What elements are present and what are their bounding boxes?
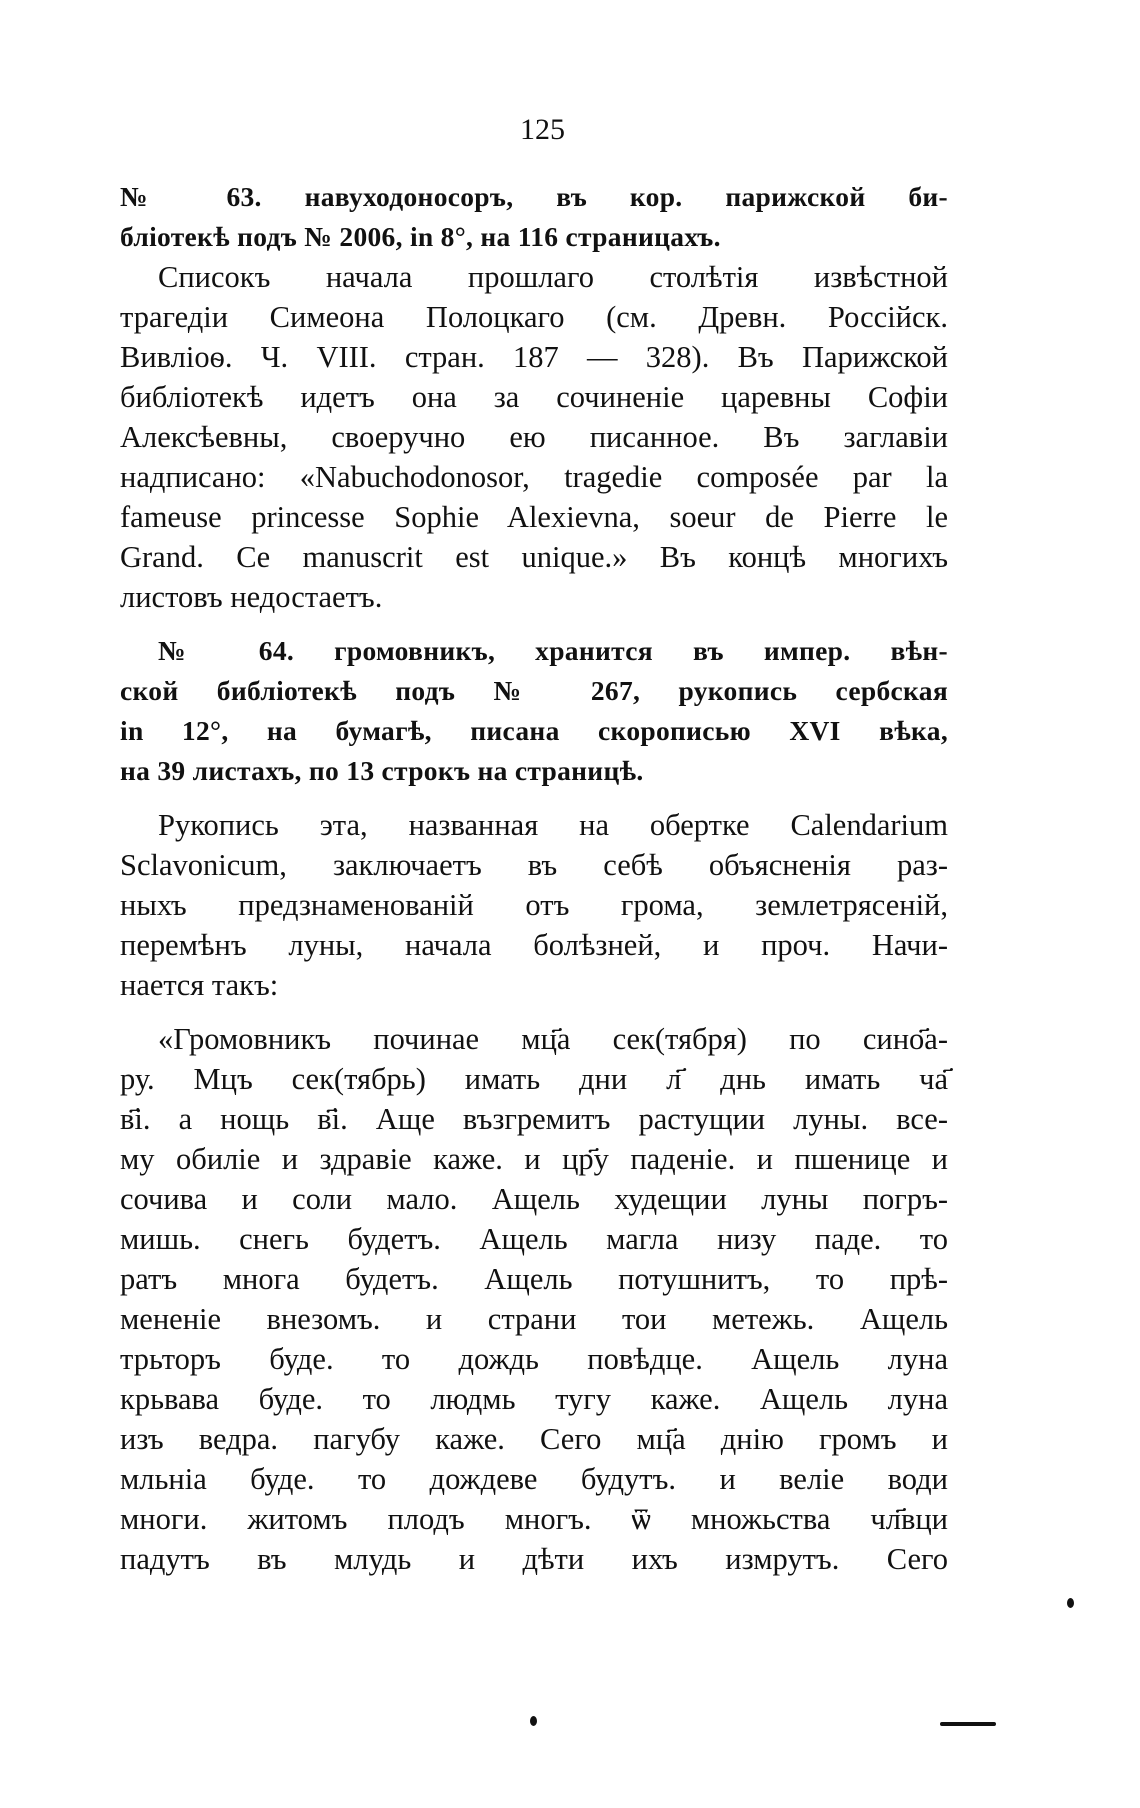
paragraph-line: Grand. Ce manuscrit est unique.» Въ концѣ многихъ: [120, 540, 948, 574]
quotation-line: мльніа буде. то дождеве будутъ. и веліе води: [120, 1462, 948, 1496]
entry-63-heading-line-2: бліотекѣ подъ № 2006, in 8°, на 116 страницахъ.: [120, 221, 721, 252]
paragraph-line: ныхъ предзнаменованій отъ грома, землетрясеній,: [120, 888, 948, 922]
printer-mark-dash: [940, 1722, 996, 1726]
entry-64-heading-line-1: № 64. громовникъ, хранится въ импер. вѣн-: [158, 635, 948, 666]
ink-speck: [1067, 1598, 1074, 1608]
entry-63-heading-line-1: № 63. навуходоносоръ, въ кор. парижской би-: [120, 181, 948, 212]
paragraph-line: надписано: «Nabuchodonosor, tragedie composée par la: [120, 460, 948, 494]
page-number: 125: [520, 113, 565, 146]
paragraph-line: Sclavonicum, заключаетъ въ себѣ объясненія раз-: [120, 848, 948, 882]
quotation-line: трьторъ буде. то дождь повѣдце. Ащель луна: [120, 1342, 948, 1376]
paragraph-line: Вивліоѳ. Ч. VIII. стран. 187 — 328). Въ Парижской: [120, 340, 948, 374]
paragraph-line: fameuse princesse Sophie Alexievna, soeur de Pierre le: [120, 500, 948, 534]
quotation-line: сочива и соли мало. Ащель худещии луны погръ-: [120, 1182, 948, 1216]
quotation-line: ру. Мцъ сек(тябрь) имать дни л҃ днь имать ча҃: [120, 1062, 948, 1096]
quotation-line: в҃і. а нощь в҃і. Аще възгремитъ растущии луны. все-: [120, 1102, 948, 1136]
quotation-line: му обиліе и здравіе каже. и цр҃у паденіе. и пшенице и: [120, 1142, 948, 1176]
quotation-line: многи. житомъ плодъ многъ. ѿ множьства чл҃вци: [120, 1502, 948, 1536]
quotation-line: ратъ многа будетъ. Ащель потушнитъ, то прѣ-: [120, 1262, 948, 1296]
entry-64-heading-line-4: на 39 листахъ, по 13 строкъ на страницѣ.: [120, 755, 644, 786]
quotation-line: падутъ въ млудь и дѣти ихъ измрутъ. Сего: [120, 1542, 948, 1576]
paragraph-line: наетcя такъ:: [120, 968, 279, 1002]
paragraph-line: Алексѣевны, своеручно ею писанное. Въ заглавіи: [120, 420, 948, 454]
quotation-line: крьвава буде. то людмь тугу каже. Ащель луна: [120, 1382, 948, 1416]
paragraph-line: Рукопись эта, названная на обертке Calendarium: [158, 808, 948, 842]
quotation-line: мененіе внезомъ. и страни тои метежь. Ащель: [120, 1302, 948, 1336]
ink-speck: [530, 1716, 537, 1726]
quotation-line: изъ ведра. пагубу каже. Сего мц҃а днію громъ и: [120, 1422, 948, 1456]
paragraph-line: Списокъ начала прошлаго столѣтія извѣстной: [158, 260, 948, 294]
paragraph-line: библіотекѣ идетъ она за сочиненіе царевны Софіи: [120, 380, 948, 414]
paragraph-line: перемѣнъ луны, начала болѣзней, и проч. Начи-: [120, 928, 948, 962]
entry-64-heading-line-2: ской библіотекѣ подъ № 267, рукопись сербская: [120, 675, 948, 706]
paragraph-line: трагедіи Симеона Полоцкаго (см. Древн. Россійск.: [120, 300, 948, 334]
quotation-line: мишь. снегь будетъ. Ащель магла низу паде. то: [120, 1222, 948, 1256]
paragraph-line: листовъ недостаетъ.: [120, 580, 383, 614]
entry-64-heading-line-3: in 12°, на бумагѣ, писана скорописью XVI вѣка,: [120, 715, 948, 746]
quotation-line: «Громовникъ починае мц҃а сек(тября) по сино҃а-: [158, 1022, 948, 1056]
